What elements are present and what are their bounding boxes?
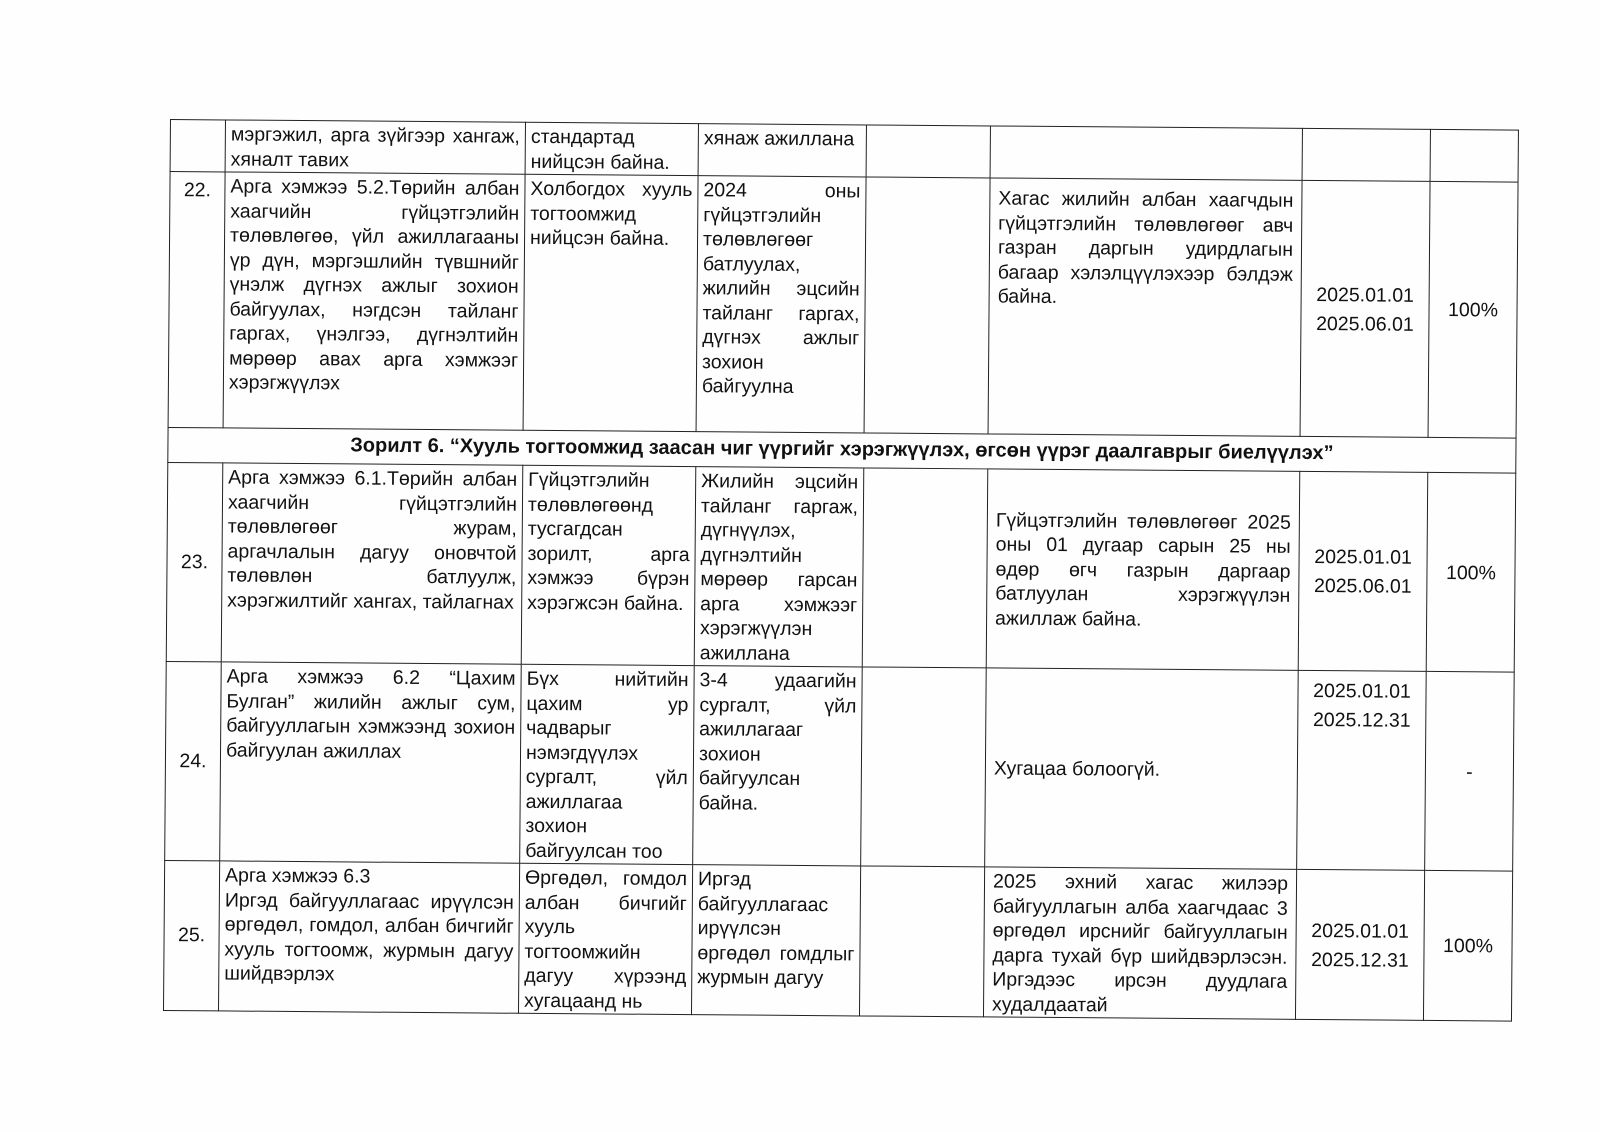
- percent-cell: 100%: [1426, 472, 1516, 672]
- row-number: 24.: [165, 661, 222, 860]
- end-date: 2025.12.31: [1312, 708, 1411, 732]
- activity-cell: Арга хэмжээ 5.2.Төрийн албан хаагчийн гүйцэтгэлийн төлөвлөгөө, үйл ажиллагааны үр дүн, мэргэшлийн түвшнийг үнэлж дүгнэх ажлыг зохион байгуулах, нэгдсэн тайланг гаргах, үнэлгээ, дүгнэлтийн мөрөөр авах арга хэмжээг хэрэгжүүлэх: [223, 172, 525, 430]
- target-cell: хянаж ажиллана: [698, 124, 866, 177]
- activity-cell: мэргэжил, арга зүйгээр хангаж, хяналт тавих: [225, 120, 525, 174]
- percent-cell: -: [1425, 671, 1515, 871]
- start-date: 2025.01.01: [1313, 679, 1411, 703]
- table-row: [163, 860, 1512, 1021]
- dates-cell: [1297, 670, 1427, 870]
- row-number: 22.: [168, 172, 225, 428]
- end-date: 2025.06.01: [1316, 312, 1414, 336]
- result-cell: Хугацаа болоогүй.: [985, 668, 1299, 869]
- activity-cell: Арга хэмжээ 6.2 “Цахим Булган” жилийн ажлыг сум, байгууллагын хэмжээнд зохион байгуулан ажиллах: [220, 662, 522, 863]
- activity-title: Арга хэмжээ 6.3: [224, 864, 371, 888]
- target-cell: 2024 оны гүйцэтгэлийн төлөвлөгөөг батлуулах, жилийн эцсийн тайланг гаргах, дүгнэх ажлыг зохион байгуулна: [696, 176, 866, 433]
- table-row: [166, 462, 1516, 672]
- blank-cell: [861, 667, 987, 867]
- result-cell: 2025 эхний хагас жилээр байгууллагын алба хаагчдаас 3 өргөдөл ирснийг байгууллагын дарга тухай бүр шийдвэрлэсэн. Иргэдээс ирсэн дуудлага худалдаатай: [983, 867, 1296, 1019]
- activity-cell: [218, 861, 519, 1013]
- row-number: [170, 120, 225, 172]
- table-row: [168, 172, 1518, 439]
- goal-heading: Зорилт 6. “Хууль тогтоомжид заасан чиг үүргийг хэрэгжүүлэх, өгсөн үүрэг даалгаврыг биелүүлэх”: [168, 427, 1516, 473]
- activity-text: Иргэд байгууллагаас ирүүлсэн өргөдөл, гомдол, албан бичгийг хууль тогтоомж, журмын дагуу шийдвэрлэх: [224, 888, 514, 986]
- blank-cell: [866, 125, 990, 178]
- percent-cell: 100%: [1428, 181, 1518, 438]
- start-date: 2025.01.01: [1316, 283, 1415, 307]
- dates-cell: [1300, 180, 1430, 437]
- action-plan-table: [163, 119, 1519, 1022]
- result-cell: [990, 126, 1302, 180]
- row-number: 23.: [166, 462, 223, 661]
- end-date: 2025.12.31: [1311, 948, 1409, 972]
- dates-cell: [1302, 128, 1430, 181]
- dates-cell: [1295, 869, 1424, 1020]
- activity-cell: Арга хэмжээ 6.1.Төрийн албан хаагчийн гүйцэтгэлийн төлөвлөгөөг журам, аргачлалын дагуу оновчтой төлөвлөн батлуулж, хэрэгжилтийг хангах, тайлагнах: [221, 463, 523, 664]
- result-cell: Хагас жилийн албан хаагчдын гүйцэтгэлийн төлөвлөгөөг авч газран даргын удирдлагын багаар хэлэлцүүлэхээр бэлдэж байна.: [988, 178, 1302, 436]
- blank-cell: [859, 866, 984, 1017]
- criterion-cell: Холбогдох хууль тогтоомжид нийцсэн байна.: [523, 174, 698, 431]
- blank-cell: [864, 177, 990, 434]
- table-row: [165, 661, 1515, 871]
- dates-cell: [1298, 471, 1428, 671]
- percent-cell: [1430, 129, 1518, 182]
- target-cell: 3-4 удаагийн сургалт, үйл ажиллагааг зохион байгуулсан байна.: [693, 666, 863, 866]
- document-page: [163, 119, 1519, 1022]
- end-date: 2025.06.01: [1313, 575, 1412, 598]
- target-cell: Иргэд байгууллагаас ирүүлсэн өргөдөл гомдлыг журмын дагуу: [691, 865, 860, 1016]
- blank-cell: [862, 468, 988, 668]
- result-cell: Гүйцэтгэлийн төлөвлөгөөг 2025 оны 01 дугаар сарын 25 ны өдөр өгч газрын даргаар батлуулан хэрэгжүүлэн ажиллаж байна.: [986, 469, 1300, 670]
- row-number: 25.: [163, 860, 219, 1010]
- start-date: 2025.01.01: [1314, 546, 1412, 569]
- target-cell: Жилийн эцсийн тайланг гаргаж, дүгнүүлэх, дүгнэлтийн мөрөөр гарсан арга хэмжээг хэрэгжүүлэн ажиллана: [694, 467, 864, 667]
- criterion-cell: стандартад нийцсэн байна.: [525, 122, 698, 175]
- start-date: 2025.01.01: [1311, 919, 1410, 943]
- criterion-cell: Өргөдөл, гомдол албан бичгийг хууль тогтоомжийн дагуу хүрээнд хугацаанд нь: [518, 863, 692, 1014]
- criterion-cell: Гүйцэтгэлийн төлөвлөгөөнд тусгагдсан зорилт, арга хэмжээ бүрэн хэрэгжсэн байна.: [521, 465, 696, 665]
- percent-cell: 100%: [1423, 870, 1512, 1021]
- criterion-cell: Бүх нийтийн цахим ур чадварыг нэмэгдүүлэх сургалт, үйл ажиллагаа зохион байгуулсан тоо: [520, 664, 695, 864]
